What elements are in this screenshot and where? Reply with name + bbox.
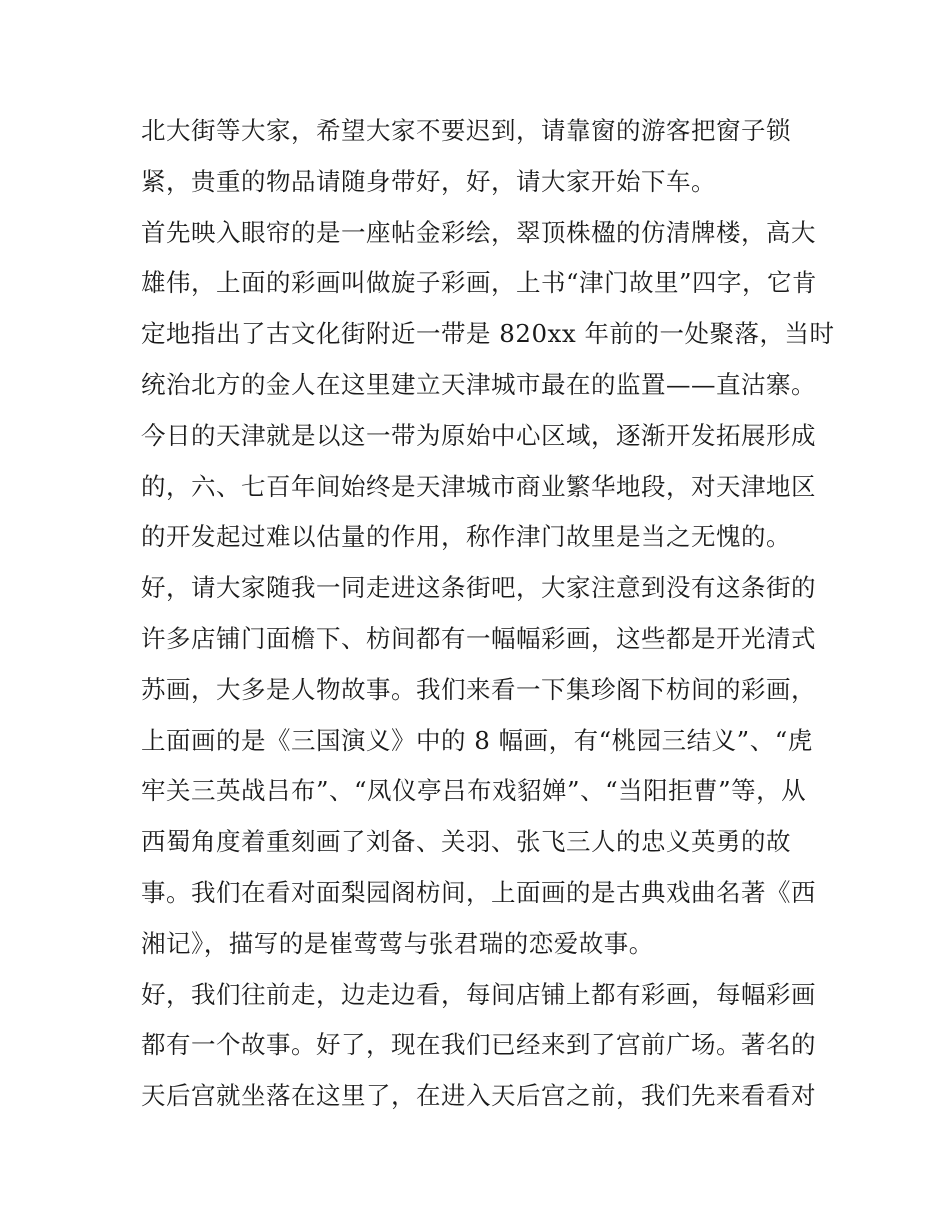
text-line: 首先映入眼帘的是一座帖金彩绘，翠顶株楹的仿清牌楼，高大 [141, 217, 816, 247]
text-line: 北大街等大家，希望大家不要迟到，请靠窗的游客把窗子锁 [141, 116, 791, 145]
text-line: 上面画的是《三国演义》中的 8 幅画，有“桃园三结义”、“虎 [141, 725, 813, 755]
text-line: 好，请大家随我一同走进这条街吧，大家注意到没有这条街的 [141, 573, 816, 603]
text-line: 牢关三英战吕布”、“凤仪亭吕布戏貂婵”、“当阳拒曹”等，从 [141, 776, 807, 806]
text-line: 统治北方的金人在这里建立天津城市最在的监置——直沽寨。 [141, 369, 816, 399]
text-line: 西蜀角度着重刻画了刘备、关羽、张飞三人的忠义英勇的故 [141, 827, 791, 857]
text-line: 事。我们在看对面梨园阁枋间，上面画的是古典戏曲名著《西 [141, 877, 816, 907]
text-line: 的开发起过难以估量的作用，称作津门故里是当之无愧的。 [141, 522, 791, 552]
text-line: 都有一个故事。好了，现在我们已经来到了宫前广场。著名的 [141, 1030, 816, 1060]
text-line: 雄伟，上面的彩画叫做旋子彩画，上书“津门故里”四字，它肯 [141, 268, 818, 298]
text-line: 许多店铺门面檐下、枋间都有一幅幅彩画，这些都是开光清式 [141, 623, 816, 653]
text-line: 好，我们往前走，边走边看，每间店铺上都有彩画，每幅彩画 [141, 979, 816, 1009]
text-line: 的，六、七百年间始终是天津城市商业繁华地段，对天津地区 [141, 471, 816, 501]
text-line: 湘记》，描写的是崔莺莺与张君瑞的恋爱故事。 [141, 928, 654, 958]
body-text [141, 106, 835, 1122]
text-line: 紧，贵重的物品请随身带好，好，请大家开始下车。 [141, 166, 716, 196]
text-line: 今日的天津就是以这一带为原始中心区域，逐渐开发拓展形成 [141, 420, 816, 450]
text-line: 苏画，大多是人物故事。我们来看一下集珍阁下枋间的彩画， [141, 674, 816, 704]
text-line: 定地指出了古文化街附近一带是 820xx 年前的一处聚落，当时 [141, 319, 835, 349]
text-line: 天后宫就坐落在这里了，在进入天后宫之前，我们先来看看对 [141, 1081, 816, 1111]
